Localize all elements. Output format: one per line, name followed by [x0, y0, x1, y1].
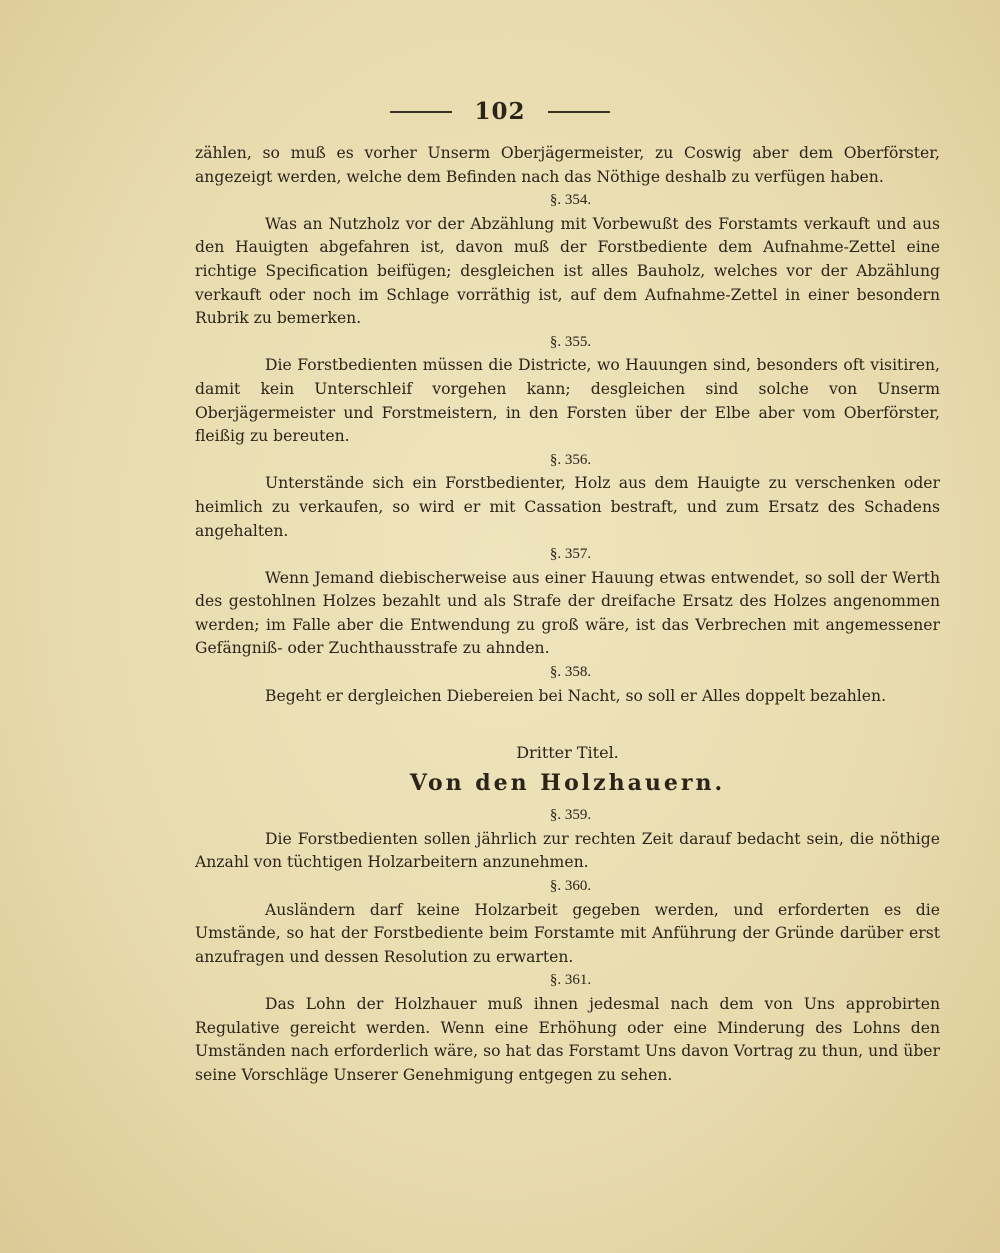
page-body [195, 142, 940, 1087]
section-text-358: Begeht er dergleichen Diebereien bei Nacht, so soll er Alles doppelt bezahlen. [265, 686, 887, 705]
section-text-360: Ausländern darf keine Holzarbeit gegeben werden, und erforderten es die Umstände, so hat der Forstbediente beim Forstamte mit Anführung der Gründe darüber erst anzufragen und dessen Resolution zu erwarten. [195, 900, 940, 966]
section-heading-357: §. 357. [549, 546, 592, 563]
title-heading: Von den Holzhauern. [409, 770, 726, 797]
header-rule-right [548, 111, 610, 113]
carryover-paragraph: zählen, so muß es vorher Unserm Oberjägermeister, zu Coswig aber dem Oberförster, angezeigt werden, welche dem Befinden nach das Nöthige deshalb zu verfügen haben. [195, 144, 940, 186]
page-number: 102 [474, 98, 526, 125]
section-heading-355: §. 355. [549, 333, 592, 350]
section-heading-356: §. 356. [549, 451, 592, 468]
title-number: Dritter Titel. [516, 743, 619, 763]
section-text-355: Die Forstbedienten müssen die Districte, wo Hauungen sind, besonders oft visitiren, damit kein Unterschleif vorgehen kann; desgleichen sind solche von Unserm Oberjägermeister und Forstmeistern, in den Forsten über der Elbe aber vom Oberförster, fleißig zu bereuten. [195, 356, 940, 446]
section-text-354: Was an Nutzholz vor der Abzählung mit Vorbewußt des Forstamts verkauft und aus den Hauigten abgefahren ist, davon muß der Forstbediente dem Aufnahme-Zettel eine richtige Specification beifügen; desgleichen ist alles Bauholz, welches vor der Abzählung verkauft oder noch im Schlage vorräthig ist, auf dem Aufnahme-Zettel in einer besondern Rubrik zu bemerken. [195, 214, 940, 328]
section-heading-354: §. 354. [549, 192, 592, 209]
section-text-361: Das Lohn der Holzhauer muß ihnen jedesmal nach dem von Uns approbirten Regulative gereicht werden. Wenn eine Erhöhung oder eine Minderung des Lohns den Umständen nach erforderlich wäre, so hat das Forstamt Uns davon Vortrag zu thun, und über seine Vorschläge Unserer Genehmigung entgegen zu sehen. [195, 995, 940, 1084]
page-header [0, 98, 1000, 125]
header-rule-left [390, 111, 452, 113]
section-heading-358: §. 358. [549, 664, 592, 681]
section-text-357: Wenn Jemand diebischerweise aus einer Hauung etwas entwendet, so soll der Werth des gestohlnen Holzes bezahlt und als Strafe der dreifache Ersatz des Holzes angenommen werden; im Falle aber die Entwendung zu groß wäre, ist das Verbrechen mit angemessener Gefängniß- oder Zuchthausstrafe zu ahnden. [195, 568, 940, 658]
section-heading-361: §. 361. [549, 972, 592, 989]
section-heading-360: §. 360. [549, 878, 592, 895]
section-text-356: Unterstände sich ein Forstbedienter, Holz aus dem Hauigte zu verschenken oder heimlich zu verkaufen, so wird er mit Cassation bestraft, und zum Ersatz des Schadens angehalten. [195, 474, 940, 540]
section-heading-359: §. 359. [549, 807, 592, 824]
section-text-359: Die Forstbedienten sollen jährlich zur rechten Zeit darauf bedacht sein, die nöthige Anzahl von tüchtigen Holzarbeitern anzunehmen. [195, 829, 940, 872]
